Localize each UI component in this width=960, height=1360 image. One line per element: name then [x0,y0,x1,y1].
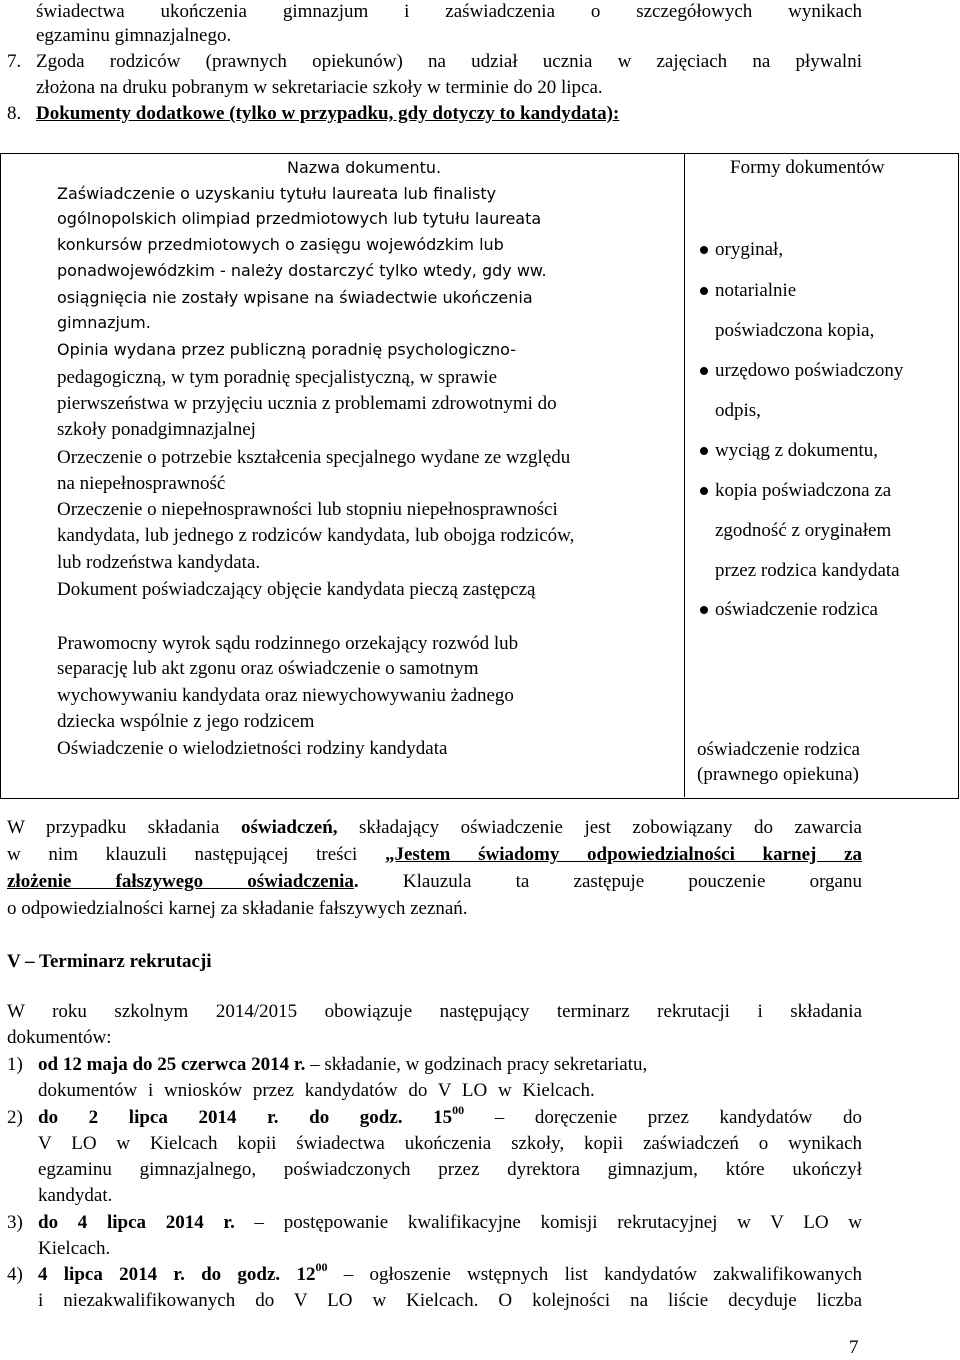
bullet-icon [700,246,708,254]
doc-1-line-2: ogólnopolskich olimpiad przedmiotowych lub tytułu laureata [57,209,542,228]
schedule-item-2-line-3: egzaminu gimnazjalnego, poświadczonych przez dyrektora gimnazjum, które ukończył [38,1159,862,1180]
form-5-line-3: przez rodzica kandydata [715,560,900,581]
item-7-number: 7. [7,51,22,72]
doc-1-line-5: osiągnięcia nie zostały wpisane na świadectwie ukończenia [57,288,533,307]
schedule-item-1-line-1: od 12 maja do 25 czerwca 2014 r. – składanie, w godzinach pracy sekretariatu, [38,1054,648,1075]
schedule-item-4-line-1: 4 lipca 2014 r. do godz. $12^{00}$ – ogłoszenie wstępnych list kandydatów zakwalifikowanych [38,1259,862,1285]
doc-2-line-1: Opinia wydana przez publiczną poradnię psychologiczno- [57,340,516,359]
bullet-icon [700,367,708,375]
form-6-line-1: oświadczenie rodzica [715,599,878,620]
form-2-line-1: notarialnie [715,280,797,301]
doc-6-line-2: separację lub akt zgonu oraz oświadczenie o samotnym [57,658,479,679]
doc-6-line-3: wychowywaniu kandydata oraz niewychowywaniu żadnego [57,685,514,706]
item-7-line-2: złożona na druku pobranym w sekretariacie szkoły w terminie do 20 lipca. [36,77,603,98]
item-7-line-1: Zgoda rodziców (prawnych opiekunów) na udział ucznia w zajęciach na pływalni [36,51,862,72]
form-4-line-1: wyciąg z dokumentu, [715,440,879,461]
bullet-icon [700,287,708,295]
schedule-item-2-line-2: V LO w Kielcach kopii świadectwa ukończenia szkoły, kopii zaświadczeń o wynikach [38,1133,862,1154]
doc-3-line-2: na niepełnosprawność [57,473,226,494]
schedule-item-3-number: 3) [7,1212,23,1233]
schedule-item-2-line-1: do 2 lipca 2014 r. do godz. $15^{00}$ – doręczenie przez kandydatów do [38,1102,862,1128]
schedule-item-1-line-2: dokumentów i wniosków przez kandydatów do V LO w Kielcach. [38,1080,595,1101]
doc-1-line-3: konkursów przedmiotowych o zasięgu wojewódzkim lub [57,235,504,254]
intro-line-1: świadectwa ukończenia gimnazjum i zaświadczenia o szczegółowych wynikach [36,1,862,22]
doc-3-line-1: Orzeczenie o potrzebie kształcenia specjalnego wydane ze względu [57,447,571,468]
doc-5-line-1: Dokument poświadczający objęcie kandydata pieczą zastępczą [57,579,536,600]
form-5-line-1: kopia poświadczona za [715,480,892,501]
doc-2-line-3: pierwszeństwa w przyjęciu ucznia z problemami zdrowotnymi do [57,393,557,414]
doc-1-line-6: gimnazjum. [57,313,151,332]
doc-2-line-2: pedagogiczną, w tym poradnię specjalistyczną, w sprawie [57,367,498,388]
doc-1-line-1: Zaświadczenie o uzyskaniu tytułu laureata lub finalisty [57,184,497,203]
item-8-heading: Dokumenty dodatkowe (tylko w przypadku, gdy dotyczy to kandydata): [36,103,620,124]
schedule-item-3-line-1: do 4 lipca 2014 r. – postępowanie kwalifikacyjne komisji rekrutacyjnej w V LO w [38,1212,862,1233]
form-3-line-1: urzędowo poświadczony [715,360,904,381]
doc-4-line-3: lub rodzeństwa kandydata. [57,552,261,573]
bullet-icon [700,487,708,495]
bullet-icon [700,606,708,614]
section-5-intro-line-1: W roku szkolnym 2014/2015 obowiązuje następujący terminarz rekrutacji i składania [7,1001,862,1022]
section-5-intro-line-2: dokumentów: [7,1027,112,1048]
clause-line-4: o odpowiedzialności karnej za składanie fałszywych zeznań. [7,898,468,919]
doc-4-line-2: kandydata, lub jednego z rodziców kandydata, lub obojga rodziców, [57,525,575,546]
last-form-line-1: oświadczenie rodzica [697,739,860,760]
last-form-line-2: (prawnego opiekuna) [697,764,859,785]
schedule-item-4-line-2: i niezakwalifikowanych do V LO w Kielcach. O kolejności na liście decyduje liczba [38,1290,862,1311]
doc-6-line-1: Prawomocny wyrok sądu rodzinnego orzekający rozwód lub [57,633,519,654]
doc-7-line-1: Oświadczenie o wielodzietności rodziny kandydata [57,738,448,759]
clause-line-2: w nim klauzuli następującej treści „Jestem świadomy odpowiedzialności karnej za [7,844,862,865]
schedule-item-1-number: 1) [7,1054,23,1075]
doc-6-line-4: dziecka wspólnie z jego rodzicem [57,711,315,732]
bullet-icon [700,447,708,455]
schedule-item-3-line-2: Kielcach. [38,1238,111,1259]
doc-4-line-1: Orzeczenie o niepełnosprawności lub stopniu niepełnosprawności [57,499,558,520]
form-2-line-2: poświadczona kopia, [715,320,875,341]
clause-line-1: W przypadku składania oświadczeń, składający oświadczenie jest zobowiązany do zawarcia [7,817,862,838]
schedule-item-4-number: 4) [7,1264,23,1285]
table-header-forms: Formy dokumentów [730,157,885,178]
form-1-line-1: oryginał, [715,239,784,260]
schedule-item-2-line-4: kandydat. [38,1185,113,1206]
doc-2-line-4: szkoły ponadgimnazjalnej [57,419,256,440]
section-5-heading: V – Terminarz rekrutacji [7,951,212,972]
form-3-line-2: odpis, [715,400,761,421]
doc-1-line-4: ponadwojewódzkim - należy dostarczyć tylko wtedy, gdy ww. [57,261,547,280]
schedule-item-2-number: 2) [7,1107,23,1128]
page-number: 7 [849,1337,859,1358]
item-8-number: 8. [7,103,22,124]
form-5-line-2: zgodność z oryginałem [715,520,892,541]
intro-line-2: egzaminu gimnazjalnego. [36,25,232,46]
clause-line-3: złożenie fałszywego oświadczenia. Klauzula ta zastępuje pouczenie organu [7,871,862,892]
table-header-name: Nazwa dokumentu. [287,158,442,177]
table-column-divider [684,153,685,797]
